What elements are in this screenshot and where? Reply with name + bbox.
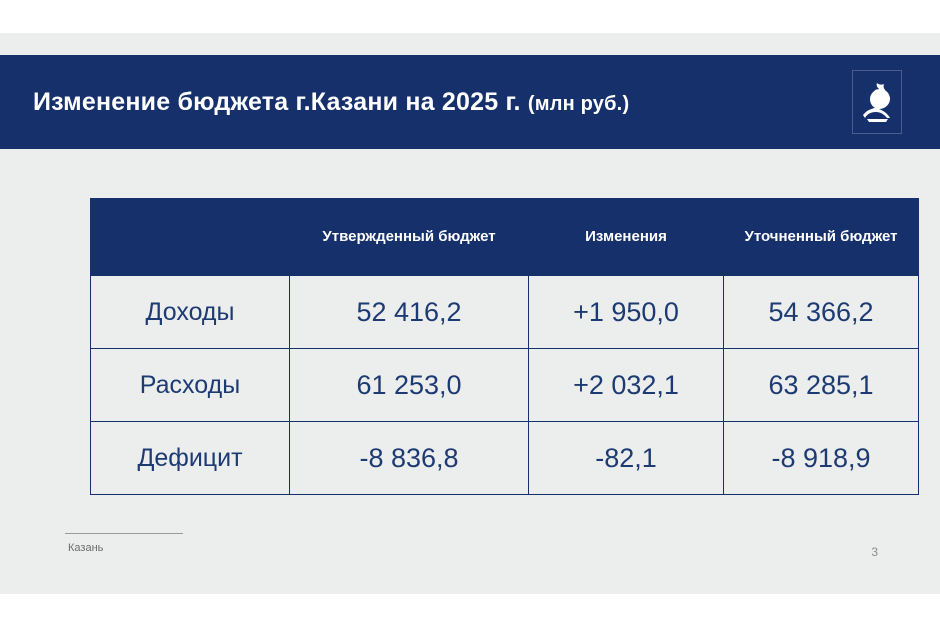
column-header-revised: Уточненный бюджет bbox=[724, 199, 919, 276]
cell-expenses-changes: +2 032,1 bbox=[529, 349, 724, 422]
column-header-approved: Утвержденный бюджет bbox=[290, 199, 529, 276]
budget-table-container bbox=[90, 198, 898, 495]
row-label-expenses: Расходы bbox=[91, 349, 290, 422]
cell-income-changes: +1 950,0 bbox=[529, 276, 724, 349]
footer-label: Казань bbox=[68, 542, 104, 554]
page-title-main: Изменение бюджета г.Казани на 2025 г. bbox=[33, 87, 521, 116]
column-header-corner bbox=[91, 199, 290, 276]
footer-divider bbox=[65, 533, 183, 534]
page-number: 3 bbox=[871, 545, 878, 559]
cell-income-revised: 54 366,2 bbox=[724, 276, 919, 349]
budget-table-body bbox=[91, 276, 919, 495]
row-label-deficit: Дефицит bbox=[91, 422, 290, 495]
table-row bbox=[91, 276, 919, 349]
table-row bbox=[91, 349, 919, 422]
cell-expenses-approved: 61 253,0 bbox=[290, 349, 529, 422]
page-title-unit: (млн руб.) bbox=[527, 92, 630, 115]
column-header-changes: Изменения bbox=[529, 199, 724, 276]
page-title bbox=[33, 88, 629, 117]
budget-table-head bbox=[91, 199, 919, 276]
table-row bbox=[91, 422, 919, 495]
cell-deficit-changes: -82,1 bbox=[529, 422, 724, 495]
cell-expenses-revised: 63 285,1 bbox=[724, 349, 919, 422]
row-label-income: Доходы bbox=[91, 276, 290, 349]
slide-header bbox=[0, 55, 940, 149]
table-header-row bbox=[91, 199, 919, 276]
budget-table bbox=[90, 198, 919, 495]
cell-deficit-revised: -8 918,9 bbox=[724, 422, 919, 495]
kazan-coat-of-arms-icon bbox=[852, 70, 902, 134]
cell-income-approved: 52 416,2 bbox=[290, 276, 529, 349]
cell-deficit-approved: -8 836,8 bbox=[290, 422, 529, 495]
